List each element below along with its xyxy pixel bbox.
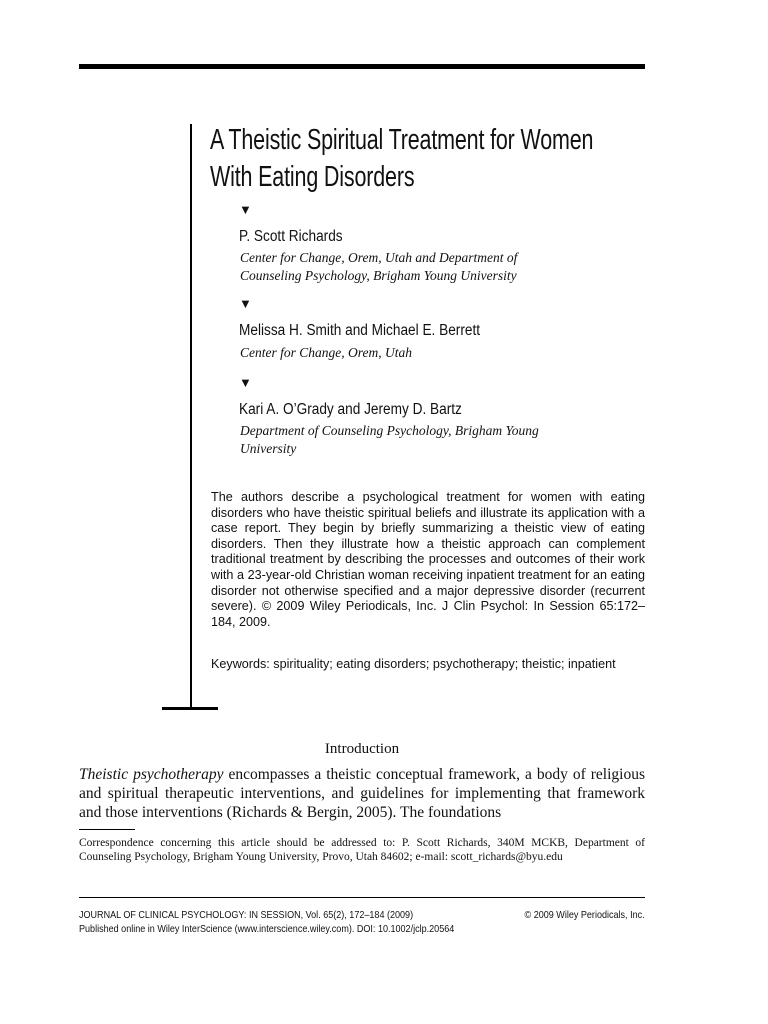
footnote-rule: [79, 829, 135, 830]
author-name-2: Melissa H. Smith and Michael E. Berrett: [239, 322, 481, 339]
author-marker-1: ▼: [239, 202, 252, 217]
journal-citation: JOURNAL OF CLINICAL PSYCHOLOGY: IN SESSION, Vol. 65(2), 172–184 (2009): [79, 909, 414, 921]
journal-published-doi: Published online in Wiley InterScience (www.interscience.wiley.com). DOI: 10.1002/jclp.20564: [79, 923, 455, 935]
introduction-text: encompasses a theistic conceptual framework, a body of religious and spiritual therapeutic interventions, and guidelines for implementing that framework and those interventions (Richards & Bergin, 2005). The foundations: [79, 766, 645, 821]
top-rule: [79, 64, 645, 69]
affiliation-line: Counseling Psychology, Brigham Young University: [240, 268, 517, 283]
affiliation-line: University: [240, 441, 297, 456]
section-heading-introduction: Introduction: [324, 741, 400, 757]
author-marker-2: ▼: [239, 296, 252, 311]
abstract: The authors describe a psychological treatment for women with eating disorders who have theistic spiritual beliefs and illustrate its application with a case report. They begin by briefly summarizing a theistic view of eating disorders. Then they illustrate how a theistic approach can complement traditional treatment by describing the processes and outcomes of their work with a 23-year-old Christian woman receiving inpatient treatment for an eating disorder not otherwise specified and a major depressive disorder (recurrent severe). © 2009 Wiley Periodicals, Inc. J Clin Psychol: In Session 65:172–184, 2009.: [211, 490, 645, 629]
affiliation-line: Center for Change, Orem, Utah: [240, 345, 412, 360]
footer-rule: [79, 897, 645, 898]
affiliation-line: Department of Counseling Psychology, Brigham Young: [240, 423, 539, 438]
author-marker-3: ▼: [239, 375, 252, 390]
article-title: A Theistic Spiritual Treatment for Women With Eating Disorders: [210, 124, 594, 193]
introduction-term: Theistic psychotherapy: [79, 766, 224, 783]
journal-copyright: © 2009 Wiley Periodicals, Inc.: [524, 909, 645, 921]
title-foot-rule: [162, 707, 218, 710]
author-name-1: P. Scott Richards: [239, 228, 343, 245]
author-affiliation-3: [240, 422, 640, 458]
affiliation-line: Center for Change, Orem, Utah and Department of: [240, 250, 518, 265]
keywords: Keywords: spirituality; eating disorders; psychotherapy; theistic; inpatient: [211, 657, 616, 671]
title-vertical-rule: [190, 124, 192, 710]
correspondence-footnote: Correspondence concerning this article should be addressed to: P. Scott Richards, 340M MCKB, Department of Counseling Psychology, Brigham Young University, Provo, Utah 84602; e-mail: scott_richards@byu.edu: [79, 837, 645, 863]
author-affiliation-2: [240, 344, 640, 362]
introduction-paragraph: [79, 765, 645, 822]
author-name-3: Kari A. O’Grady and Jeremy D. Bartz: [239, 401, 462, 418]
author-affiliation-1: [240, 249, 640, 285]
